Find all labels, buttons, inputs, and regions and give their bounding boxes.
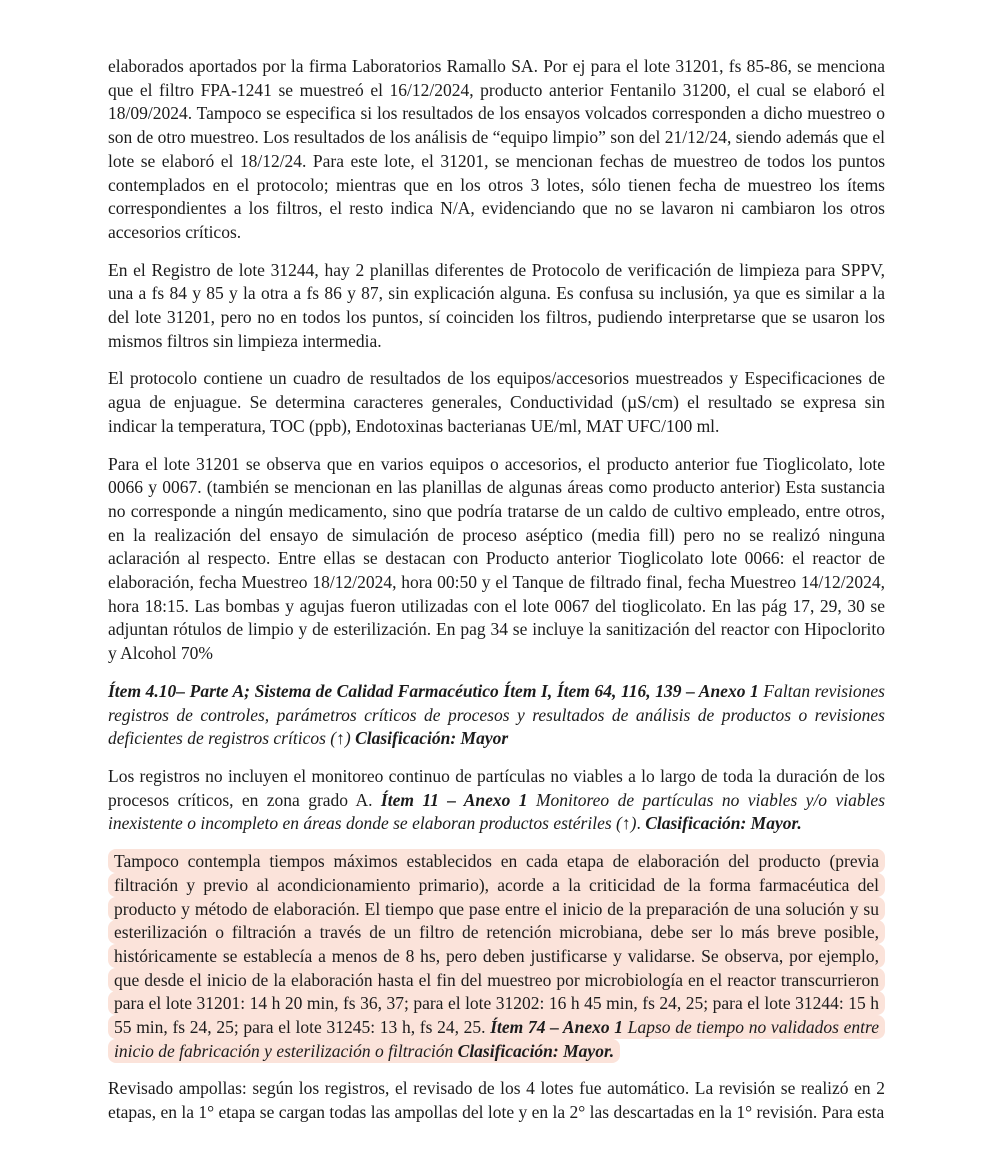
item-reference-410: Ítem 4.10– Parte A; Sistema de Calidad Farmacéutico Ítem I, Ítem 64, 116, 139 – Anexo 1 bbox=[108, 680, 759, 701]
finding-text-410: Faltan revisiones registros de controles, parámetros críticos de procesos y resultados de análisis de productos o revisiones deficientes de registros críticos (↑) bbox=[108, 680, 885, 749]
classification-410: Clasificación: Mayor bbox=[355, 728, 509, 749]
paragraph-protocolo-cuadro: El protocolo contiene un cuadro de resultados de los equipos/accesorios muestreados y Especificaciones de agua de enjuague. Se determina caracteres generales, Conductividad (µS/cm) el resultado se expresa sin indicar la temperatura, TOC (ppb), Endotoxinas bacterianas UE/ml, MAT UFC/100 ml. bbox=[108, 368, 885, 436]
finding-separator-11: . bbox=[636, 813, 646, 834]
finding-text-11: Monitoreo de partículas no viables y/o viables inexistente o incompleto en áreas donde se elaboran productos estériles (↑) bbox=[108, 789, 886, 834]
highlight-marker bbox=[108, 849, 885, 1063]
paragraph-item-410-finding bbox=[108, 680, 885, 751]
paragraph-item-74-finding-highlighted bbox=[108, 850, 885, 1063]
item-reference-11: Ítem 11 – Anexo 1 bbox=[380, 789, 528, 810]
finding-text-74: Lapso de tiempo no validados entre inicio de fabricación y esterilización o filtración bbox=[114, 1017, 879, 1061]
finding-intro-11: Los registros no incluyen el monitoreo continuo de partículas no viables a lo largo de toda la duración de los procesos críticos, en zona grado A. bbox=[108, 765, 885, 810]
item-reference-74: Ítem 74 – Anexo 1 bbox=[490, 1017, 624, 1038]
paragraph-item-11-finding bbox=[108, 765, 885, 836]
paragraph-revisado-ampollas: Revisado ampollas: según los registros, el revisado de los 4 lotes fue automático. La revisión se realizó en 2 etapas, en la 1° etapa se cargan todas las ampollas del lote y en la 2° las descartadas en la 1° revisión. Para esta bbox=[108, 1078, 885, 1123]
paragraph-registro-31244: En el Registro de lote 31244, hay 2 planillas diferentes de Protocolo de verificación de limpieza para SPPV, una a fs 84 y 85 y la otra a fs 86 y 87, sin explicación alguna. Es confusa su inclusión, ya que es similar a la del lote 31201, pero no en todos los puntos, sí coinciden los filtros, pudiendo interpretarse que se usaron los mismos filtros sin limpieza intermedia. bbox=[108, 259, 885, 351]
paragraph-tioglicolato: Para el lote 31201 se observa que en varios equipos o accesorios, el producto anterior fue Tioglicolato, lote 0066 y 0067. (también se mencionan en las planillas de algunas áreas como producto anterior) Esta sustancia no corresponde a ningún medicamento, sino que podría tratarse de un caldo de cultivo empleado, entre otros, en la realización del ensayo de simulación de proceso aséptico (media fill) pero no se realizó ninguna aclaración al respecto. Entre ellas se destacan con Producto anterior Tioglicolato lote 0066: el reactor de elaboración, fecha Muestreo 18/12/2024, hora 00:50 y el Tanque de filtrado final, fecha Muestreo 14/12/2024, hora 18:15. Las bombas y agujas fueron utilizadas con el lote 0067 del tioglicolato. En las pág 17, 29, 30 se adjuntan rótulos de limpio y de esterilización. En pag 34 se incluye la sanitización del reactor con Hipoclorito y Alcohol 70% bbox=[108, 453, 885, 664]
classification-11: Clasificación: Mayor. bbox=[645, 813, 802, 834]
classification-74: Clasificación: Mayor. bbox=[457, 1040, 615, 1061]
finding-body-74: Tampoco contempla tiempos máximos establecidos en cada etapa de elaboración del producto (previa filtración y previo al acondicionamiento primario), acorde a la criticidad de la forma farmacéutica del producto y método de elaboración. El tiempo que pase entre el inicio de la preparación de una solución y su esterilización o filtración a través de un filtro de retención microbiana, debe ser lo más breve posible, históricamente se establecía a menos de 8 hs, pero deben justificarse y validarse. Se observa, por ejemplo, que desde el inicio de la elaboración hasta el fin del muestreo por microbiología en el reactor transcurrieron para el lote 31201: 14 h 20 min, fs 36, 37; para el lote 31202: 16 h 45 min, fs 24, 25; para el lote 31244: 15 h 55 min, fs 24, 25; para el lote 31245: 13 h, fs 24, 25. bbox=[114, 851, 879, 1038]
paragraph-lot-sampling: elaborados aportados por la firma Laboratorios Ramallo SA. Por ej para el lote 31201, fs 85-86, se menciona que el filtro FPA-1241 se muestreó el 16/12/2024, producto anterior Fentanilo 31200, el cual se elaboró el 18/09/2024. Tampoco se especifica si los resultados de los ensayos volcados corresponden a dicho muestreo o son de otro muestreo. Los resultados de los análisis de “equipo limpio” son del 21/12/24, siendo además que el lote se elaboró el 18/12/24. Para este lote, el 31201, se mencionan fechas de muestreo de todos los puntos contemplados en el protocolo; mientras que en los otros 3 lotes, sólo tienen fecha de muestreo los ítems correspondientes a los filtros, el resto indica N/A, evidenciando que no se lavaron ni cambiaron los otros accesorios críticos. bbox=[108, 56, 885, 242]
